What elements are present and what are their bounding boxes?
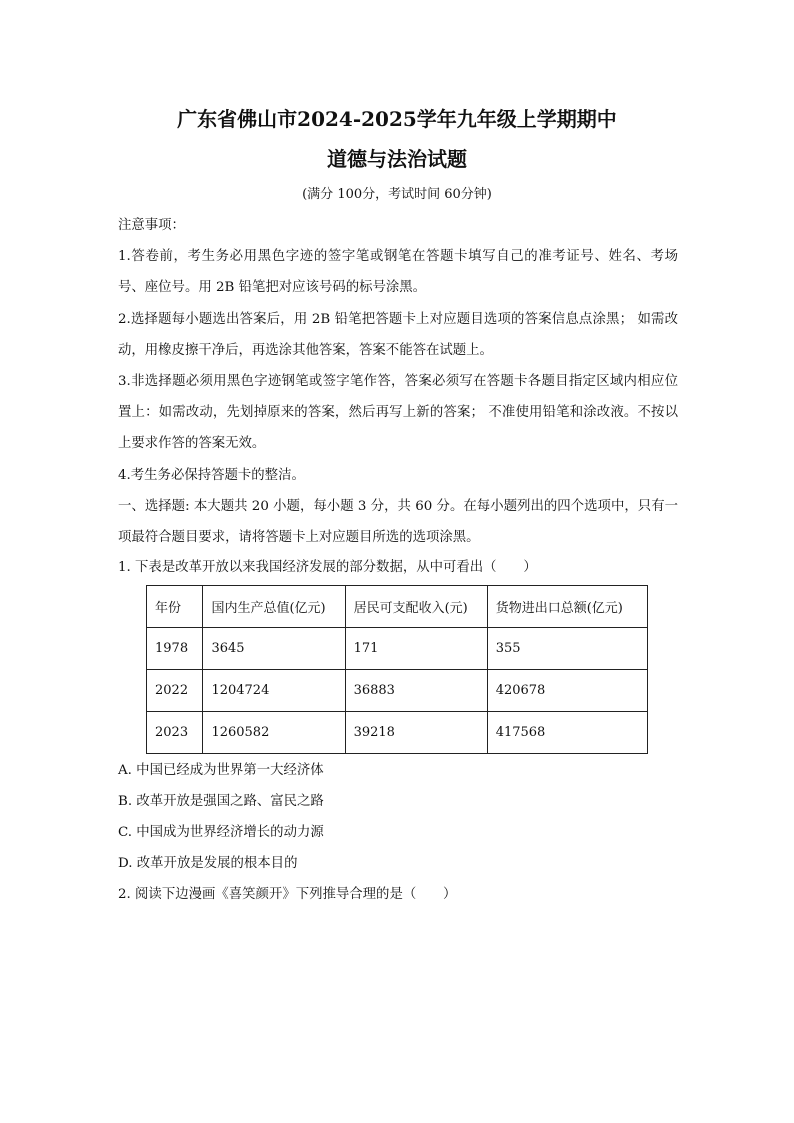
table-cell: 2022 [147, 670, 203, 712]
exam-title-line2: 道德与法治试题 [327, 147, 467, 171]
option-a: A. 中国已经成为世界第一大经济体 [118, 763, 324, 778]
table-cell: 3645 [203, 628, 345, 670]
table-row [147, 670, 648, 712]
note-item-2: 2.选择题每小题选出答案后，用 2B 铅笔把答题卡上对应题目选项的答案信息点涂黑； 如需改动，用橡皮擦干净后，再选涂其他答案，答案不能答在试题上。 [118, 312, 678, 358]
table-cell: 1978 [147, 628, 203, 670]
table-cell: 355 [487, 628, 647, 670]
note-item-1: 1.答卷前，考生务必用黑色字迹的签字笔或钢笔在答题卡填写自己的准考证号、姓名、考场号、座位号。用 2B 铅笔把对应该号码的标号涂黑。 [118, 249, 678, 295]
option-b: B. 改革开放是强国之路、富民之路 [118, 794, 324, 809]
table-cell: 1260582 [203, 712, 345, 754]
table-header-cell: 居民可支配收入(元) [345, 586, 487, 628]
question2-stem: 2. 阅读下边漫画《喜笑颜开》下列推导合理的是（ ） [118, 887, 457, 902]
table-cell: 1204724 [203, 670, 345, 712]
exam-title-line1: 广东省佛山市2024-2025学年九年级上学期期中 [177, 107, 617, 131]
question1-stem: 1. 下表是改革开放以来我国经济发展的部分数据，从中可看出（ ） [118, 560, 537, 575]
table-header-cell: 年份 [147, 586, 203, 628]
note-item-4: 4.考生务必保持答题卡的整洁。 [118, 468, 305, 483]
option-d: D. 改革开放是发展的根本目的 [118, 856, 298, 871]
table-cell: 36883 [345, 670, 487, 712]
section1-heading: 一、选择题: 本大题共 20 小题，每小题 3 分，共 60 分。在每小题列出的四个选项中，只有一项最符合题目要求，请将答题卡上对应题目所选的选项涂黑。 [118, 499, 678, 545]
table-cell: 420678 [487, 670, 647, 712]
notes-heading: 注意事项： [118, 218, 185, 233]
exam-subtitle: (满分 100分，考试时间 60分钟) [302, 187, 492, 202]
table-header-cell: 货物进出口总额(亿元) [487, 586, 647, 628]
option-c: C. 中国成为世界经济增长的动力源 [118, 825, 324, 840]
economic-data-table [146, 585, 648, 754]
table-row [147, 628, 648, 670]
table-cell: 39218 [345, 712, 487, 754]
table-header-cell: 国内生产总值(亿元) [203, 586, 345, 628]
table-cell: 2023 [147, 712, 203, 754]
table-cell: 171 [345, 628, 487, 670]
note-item-3: 3.非选择题必须用黑色字迹钢笔或签字笔作答，答案必须写在答题卡各题目指定区域内相应位置上：如需改动，先划掉原来的答案，然后再写上新的答案； 不准使用铅笔和涂改液。不按以上要求作答的答案无效。 [118, 374, 678, 451]
table-row [147, 712, 648, 754]
table-cell: 417568 [487, 712, 647, 754]
table-header-row [147, 586, 648, 628]
